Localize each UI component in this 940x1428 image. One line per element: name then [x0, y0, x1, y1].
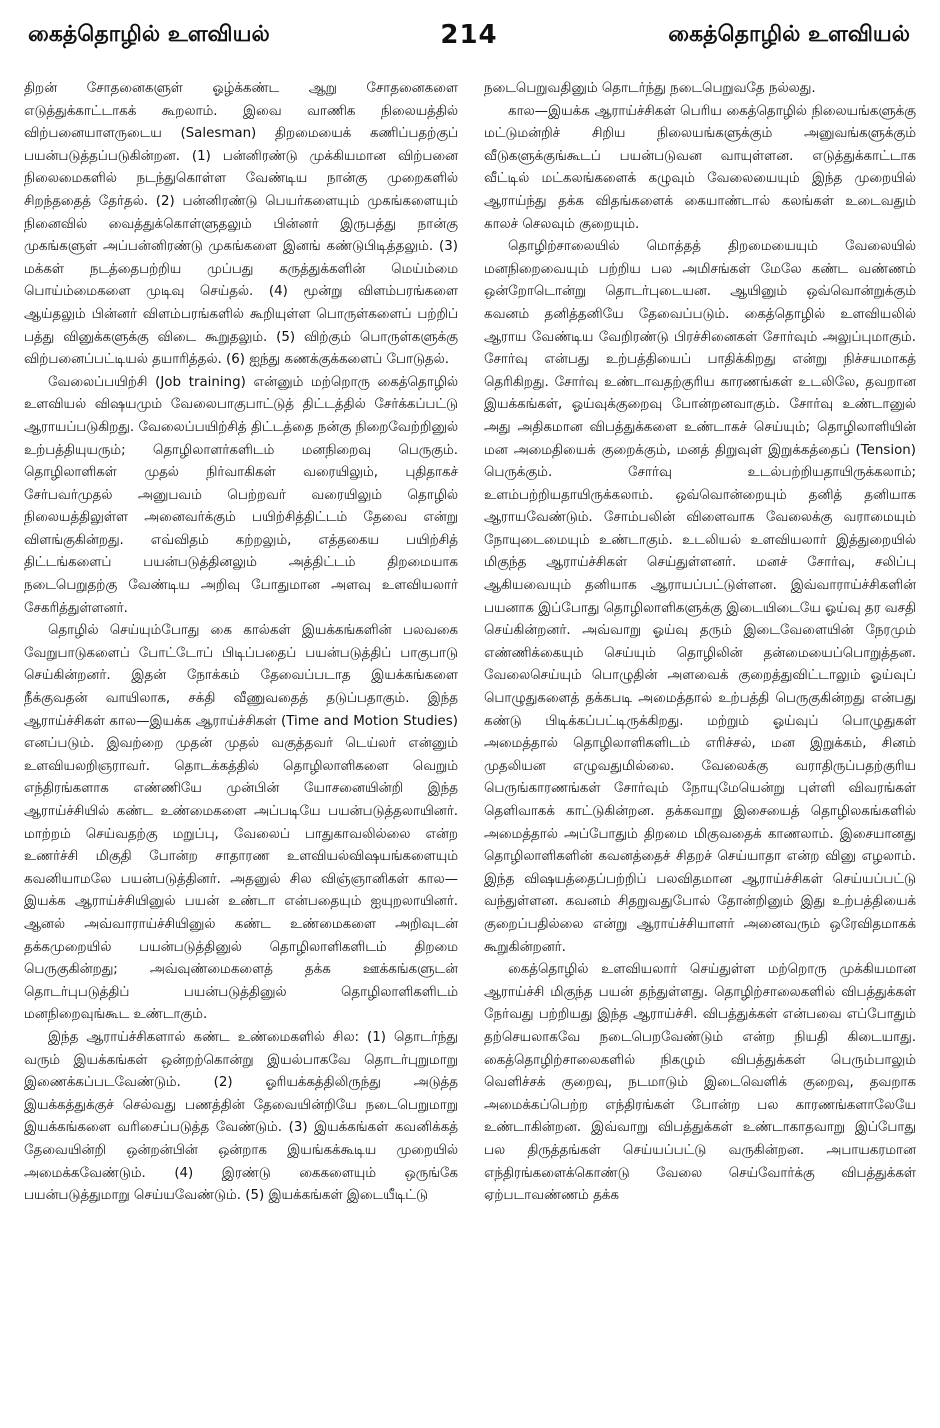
paragraph: தொழில் செய்யும்போது கை கால்கள் இயக்கங்களின் பலவகை வேறுபாடுகளைப் போட்டோப் பிடிப்பதைப் பயன்படுத்திப் பாகுபாடு செய்கின்றனர். இதன் நோக்கம் தேவைப்படாத இயக்கங்களை நீக்குவதன் வாயிலாக, சக்தி வீணுவதைத் தடுப்பதாகும். இந்த ஆராய்ச்சிகள் கால—இயக்க ஆராய்ச்சிகள் (Time and Motion Studies) எனப்படும். இவற்றை முதன் முதல் வகுத்தவர் டெய்லர் என்னும் உளவியலறிஞராவர். தொடக்கத்தில் தொழிலாளிகளை வெறும் எந்திரங்களாக எண்ணியே முன்பின் யோசனையின்றி இந்த ஆராய்ச்சியில் கண்ட உண்மைகளை அப்படியே பயன்படுத்தலாயினர். மாற்றம் செய்வதற்கு மறுப்பு, வேலைப் பாதுகாவலில்லை என்ற உணர்ச்சி மிகுதி போன்ற சாதாரண உளவியல்விஷயங்களையும் கவனியாமலே பயன்படுத்தினர். அதனுல் சில விஞ்ஞானிகள் கால—இயக்க ஆராய்ச்சியினுல் பயன் உண்டா என்பதையும் ஐயுறலாயினர். ஆனல் அவ்வாராய்ச்சியினுல் கண்ட உண்மைகளை அறிவுடன் தக்கமுறையில் பயன்படுத்தினுல் தொழிலாளிகளிடம் திறமை பெருகுகின்றது; அவ்வுண்மைகளைத் தக்க ஊக்கங்களுடன் தொடர்புபடுத்திப் பயன்படுத்தினுல் தொழிலாளிகளிடம் மனநிறைவுங்கூட உண்டாகும்.: [24, 623, 458, 1023]
paragraph: வேலைப்பயிற்சி (Job training) என்னும் மற்றொரு கைத்தொழில் உளவியல் விஷயமும் வேலைபாகுபாட்டுத் திட்டத்தில் சேர்க்கப்பட்டு ஆராயப்படுகிறது. வேலைப்பயிற்சித் திட்டத்தை நன்கு நிறைவேற்றினுல் உற்பத்தியுயரும்; தொழிலாளர்களிடம் மனநிறைவு பெருகும். தொழிலாளிகள் முதல் நிர்வாகிகள் வரையிலும், புதிதாகச் சேர்பவர்முதல் அனுபவம் பெற்றவர் வரையிலும் தொழில் நிலையத்திலுள்ள அனைவர்க்கும் பயிற்சித்திட்டம் தேவை என்று விளங்குகின்றது. எவ்விதம் கற்றலும், எத்தகைய பயிற்சித் திட்டங்களைப் பயன்படுத்தினலும் அத்திட்டம் திறமையாக நடைபெறுதற்கு வேண்டிய அறிவு போதுமான அளவு உளவியலார் சேகரித்துள்ளனர்.: [24, 374, 458, 616]
paragraph: நடைபெறுவதினும் தொடர்ந்து நடைபெறுவதே நல்லது.: [484, 81, 816, 96]
right-column: [484, 78, 916, 1208]
paragraph: திறன் சோதனைகளுள் ஓழ்க்கண்ட ஆறு சோதனைகளை எடுத்துக்காட்டாகக் கூறலாம். இவை வாணிக நிலையத்தில் விற்பனையாளருடைய (Salesman) திறமையைக் கணிப்பதற்குப் பயன்படுத்தப்படுகின்றன. (1) பன்னிரண்டு முக்கியமான விற்பனை நிலைமைகளில் நடந்துகொள்ள வேண்டிய நான்கு முறைகளில் சிறந்ததைத் தேர்தல். (2) பன்னிரண்டு பெயர்களையும் முகங்களையும் நினைவில் வைத்துக்கொள்ளுதலும் பின்னர் இருபத்து நான்கு முகங்களுள் அப்பன்னிரண்டு முகங்களை இனங் கண்டுபிடித்தலும். (3) மக்கள் நடத்தைபற்றிய முப்பது கருத்துக்களின் மெய்ம்மை பொய்ம்மைகளை முடிவு செய்தல். (4) மூன்று விளம்பரங்களை ஆய்தலும் பின்னர் விளம்பரங்களில் கூறியுள்ள பொருள்களைப் பற்றிப் பத்து வினுக்களுக்கு விடை கூறுதலும். (5) விற்கும் பொருள்களுக்கு விற்பனைப்பட்டியல் தயாரித்தல். (6) ஐந்து கணக்குக்களைப் போடுதல்.: [24, 81, 458, 368]
paragraph: தொழிற்சாலையில் மொத்தத் திறமையையும் வேலையில் மனநிறைவையும் பற்றிய பல அமிசங்கள் மேலே கண்ட வண்ணம் ஒன்றோடொன்று தொடர்புடையன. ஆயினும் ஒவ்வொன்றுக்கும் கவனம் தனித்தனியே தேவைப்படும். கைத்தொழில் உளவியலில் ஆராய வேண்டிய வேறிரண்டு பிரச்சினைகள் சோர்வும் அலுப்புமாகும். சோர்வு என்பது உற்பத்தியைப் பாதிக்கிறது என்று நிச்சயமாகத் தெரிகிறது. சோர்வு உண்டாவதற்குரிய காரணங்கள் உடலிலே, தவறான இயக்கங்கள், ஓய்வுக்குறைவு போன்றனவாகும். சோர்வு உண்டானுல் அது அதிகமான விபத்துக்களை உண்டாகச் செய்யும்; தொழிலாளியின் மன அமைதியைக் குறைக்கும், மனத் திறுவுள் இறுக்கத்தைப் (Tension) பெருக்கும். சோர்வு உடல்பற்றியதாயிருக்கலாம்; உளம்பற்றியதாயிருக்கலாம். ஒவ்வொன்றையும் தனித் தனியாக ஆராயவேண்டும். சோம்பலின் விளைவாக வேலைக்கு வராமையும் நோயுடைமையும் உண்டாகும். உடலியல் உளவியலார் இத்துறையில் மிகுந்த ஆராய்ச்சிகள் செய்துள்ளனர். மனச் சோர்வு, சலிப்பு ஆகியவையும் தனியாக ஆராயப்பட்டுள்ளன. இவ்வாராய்ச்சிகளின் பயனாக இப்போது தொழிலாளிகளுக்கு இடையிடையே ஓய்வு தர வசதி செய்கின்றனர். அவ்வாறு ஓய்வு தரும் இடைவேளையின் நேரமும் எண்ணிக்கையும் செய்யும் தொழிலின் தன்மையைப்பொறுத்தன. வேலைசெய்யும் பொழுதின் அளவைக் குறைத்துவிட்டாலும் ஓய்வுப் பொழுதுகளைத் தக்கபடி அமைத்தால் உற்பத்தி பெருகுகின்றது என்பது கண்டு பிடிக்கப்பட்டிருக்கிறது. மற்றும் ஓய்வுப் பொழுதுகள் அமைத்தால் தொழிலாளிகளிடம் எரிச்சல், மன இறுக்கம், சினம் முதலியன எழுவதுமில்லை. வேலைக்கு வராதிருப்பதற்குரிய பெருங்காரணங்கள் சோர்வும் நோயுமேயென்று புள்ளி விவரங்கள் தெளிவாகக் காட்டுகின்றன. தக்கவாறு இசையைத் தொழிலகங்களில் அமைத்தால் அப்போதும் திறமை மிகுவதைக் காணலாம். இசையானது தொழிலாளிகளின் கவனத்தைச் சிதறச் செய்யாதா என்ற வினு எழலாம். இந்த விஷயத்தைப்பற்றிப் பலவிதமான ஆராய்ச்சிகள் செய்யப்பட்டு வந்துள்ளன. கவனம் சிதறுவதுபோல் தோன்றினும் இது உற்பத்தியைக் குறைப்பதில்லை என்று ஆராய்ச்சியாளர் அனைவரும் ஒரேவிதமாகக் கூறுகின்றனர்.: [484, 239, 916, 955]
paragraph: இந்த ஆராய்ச்சிகளால் கண்ட உண்மைகளில் சில: (1) தொடர்ந்து வரும் இயக்கங்கள் ஒன்றற்கொன்று இயல்பாகவே தொடர்புறுமாறு இணைக்கப்படவேண்டும். (2) ஓரியக்கத்திலிருந்து அடுத்த இயக்கத்துக்குச் செல்வது பணத்தின் தேவையின்றியே நடைபெறுமாறு இயக்கங்களை வரிசைப்படுத்த வேண்டும். (3) இயக்கங்கள் கவனிக்கத் தேவையின்றி ஒன்றன்பின் ஒன்றாக இயங்கக்கூடிய முறையில் அமைக்கவேண்டும். (4) இரண்டு கைகளையும் ஒருங்கே பயன்படுத்துமாறு செய்யவேண்டும். (5) இயக்கங்கள் இடையீடிட்டு: [24, 1029, 458, 1204]
left-column: [24, 78, 458, 1208]
paragraph: கால—இயக்க ஆராய்ச்சிகள் பெரிய கைத்தொழில் நிலையங்களுக்கு மட்டுமன்றிச் சிறிய நிலையங்களுக்கும் அனுவங்களுக்கும் வீடுகளுக்குங்கூடப் பயன்படுவன வாயுள்ளன. எடுத்துக்காட்டாக வீட்டில் மட்கலங்களைக் கழுவும் வேலையையும் இந்த முறையில் ஆராய்ந்து தக்க விதங்களைக் கையாண்டால் கலங்கள் உடைவதும் காலச் செலவும் குறையும்.: [484, 103, 916, 232]
page-number: 214: [440, 20, 498, 50]
page-header: [28, 22, 910, 62]
running-title-left: கைத்தொழில் உளவியல்: [28, 22, 270, 47]
running-title-right: கைத்தொழில் உளவியல்: [668, 22, 910, 47]
paragraph: கைத்தொழில் உளவியலார் செய்துள்ள மற்றொரு முக்கியமான ஆராய்ச்சி மிகுந்த பயன் தந்துள்ளது. தொழிற்சாலைகளில் விபத்துக்கள் நேர்வது பற்றியது இந்த ஆராய்ச்சி. விபத்துக்கள் என்பவை எப்போதும் தற்செயலாகவே நடைபெறவேண்டும் என்ற நியதி கிடையாது. கைத்தொழிற்சாலைகளில் நிகழும் விபத்துக்கள் பெரும்பாலும் வெளிச்சக் குறைவு, நடமாடும் இடைவெளிக் குறைவு, தவறாக அமைக்கப்பெற்ற எந்திரங்கள் போன்ற பல காரணங்களாலேயே உண்டாகின்றன. இவ்வாறு விபத்துக்கள் உண்டாகாதவாறு இப்போது பல திருத்தங்கள் செய்யப்பட்டு வருகின்றன. அபாயகரமான எந்திரங்களைக்கொண்டு வேலை செய்வோர்க்கு விபத்துக்கள் ஏற்படாவண்ணம் தக்க: [484, 962, 916, 1204]
